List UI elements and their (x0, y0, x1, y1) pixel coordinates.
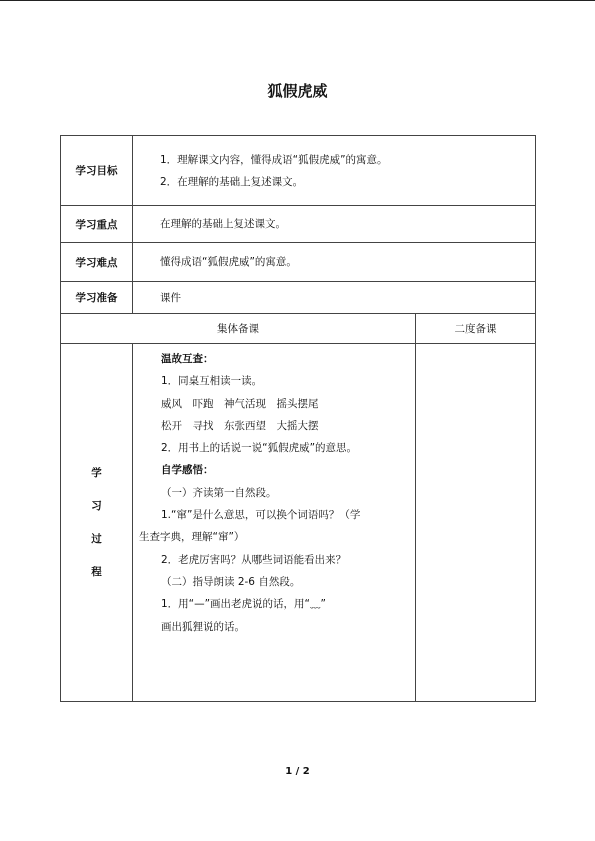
process-line: 生查字典，理解“窜”） (139, 531, 245, 544)
process-line: （二）指导朗读 2-6 自然段。 (161, 575, 301, 588)
process-label-char: 习 (91, 499, 102, 512)
process-line: 1.“窜”是什么意思，可以换个词语吗？（学 (161, 509, 361, 522)
process-line: （一）齐读第一自然段。 (161, 486, 277, 499)
row-difficulties (61, 243, 536, 282)
page-number: 1 / 2 (285, 766, 310, 777)
second-prep-header: 二度备课 (416, 314, 536, 344)
process-heading: 自学感悟： (161, 464, 214, 477)
process-label-char: 过 (91, 532, 102, 545)
row-objectives (61, 136, 536, 206)
sub-header-row (61, 314, 536, 344)
process-content (133, 344, 416, 702)
process-line: 画出狐狸说的话。 (161, 620, 245, 633)
document-title: 狐假虎威 (267, 82, 328, 100)
content-line: 2．在理解的基础上复述课文。 (160, 175, 304, 188)
process-line: 1．用“—”画出老虎说的话，用“﹏” (161, 598, 326, 611)
second-prep-cell[interactable] (416, 344, 536, 702)
row-key-points (61, 206, 536, 243)
process-line: 1．同桌互相读一读。 (161, 375, 263, 388)
process-label-char: 学 (91, 466, 102, 479)
process-line: 2．用书上的话说一说“狐假虎威”的意思。 (161, 442, 358, 455)
process-row (61, 344, 536, 702)
content-line: 1．理解课文内容，懂得成语“狐假虎威”的寓意。 (160, 153, 388, 166)
content-line: 懂得成语“狐假虎威”的寓意。 (160, 256, 297, 268)
process-line: 威风 吓跑 神气活现 摇头摆尾 (161, 397, 319, 410)
content-line: 课件 (160, 291, 181, 304)
process-label (61, 344, 133, 702)
row-content (133, 282, 536, 314)
process-line: 松开 寻找 东张西望 大摇大摆 (161, 419, 319, 432)
collective-prep-header: 集体备课 (61, 314, 416, 344)
row-label: 学习目标 (61, 136, 133, 206)
row-content (133, 243, 536, 282)
process-label-char: 程 (91, 565, 102, 578)
content-line: 在理解的基础上复述课文。 (160, 218, 286, 230)
row-label: 学习重点 (61, 206, 133, 243)
top-rule (0, 0, 595, 1)
row-content (133, 206, 536, 243)
process-heading: 温故互查： (161, 353, 214, 365)
row-content (133, 136, 536, 206)
row-label: 学习准备 (61, 282, 133, 314)
process-line: 2．老虎厉害吗？从哪些词语能看出来？ (161, 553, 347, 566)
row-preparation (61, 282, 536, 314)
lesson-plan-table (60, 135, 536, 702)
row-label: 学习难点 (61, 243, 133, 282)
